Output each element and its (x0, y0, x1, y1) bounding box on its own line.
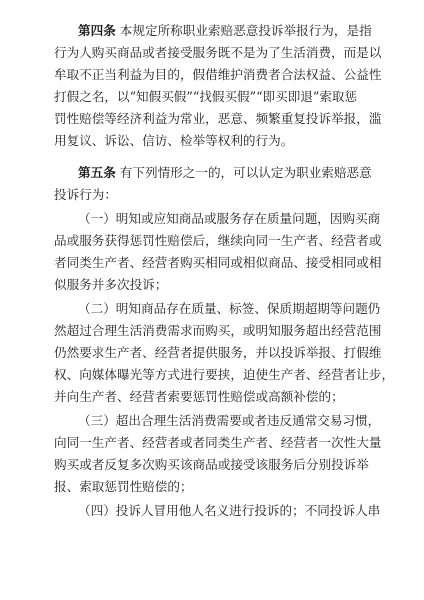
article-4-text-6: 用复议、诉讼、信访、检举等权利的行为。 (54, 133, 294, 148)
item-3-line-1 (0, 410, 424, 432)
item-1-line-4 (0, 274, 424, 296)
item-1-text-2: 品或服务获得惩罚性赔偿后，继续向同一生产者、经营者或 (54, 233, 382, 248)
item-1-line-3 (0, 252, 424, 274)
item-2-text-5: 并向生产者、经营者索要惩罚性赔偿或高额补偿的； (54, 389, 344, 404)
item-3-text-3: 购买或者反复多次购买该商品或接受该服务后分别投诉举 (54, 457, 369, 472)
article-4-text-5: 罚性赔偿等经济利益为常业，恶意、频繁重复投诉举报，滥 (54, 111, 382, 126)
item-2-text-2: 然超过合理生活消费需求而购买，或明知服务超出经营范围 (54, 323, 382, 338)
article-4-line-4 (0, 86, 424, 108)
item-2-text-4: 权、向媒体曝光等方式进行要挟，迫使生产者、经营者让步， (54, 367, 395, 382)
article-5-heading: 第五条 (78, 165, 116, 180)
article-4-heading: 第四条 (78, 23, 116, 38)
item-2-line-4 (0, 364, 424, 386)
item-3-line-2 (0, 432, 424, 454)
item-2-line-3 (0, 342, 424, 364)
article-5-line-2 (0, 184, 424, 206)
article-5-text-2: 投诉行为： (54, 187, 117, 202)
item-3-text-4: 报、索取惩罚性赔偿的； (54, 479, 193, 494)
article-4-line-3 (0, 64, 424, 86)
item-3-line-4 (0, 476, 424, 498)
item-2-line-1 (0, 298, 424, 320)
article-5-text-1: 有下列情形之一的，可以认定为职业索赔恶意 (119, 165, 372, 180)
article-4-line-6 (0, 130, 424, 152)
article-4-text-4: 打假之名，以“知假买假”“找假买假”“即买即退”索取惩 (54, 89, 358, 104)
article-4-text-3: 牟取不正当利益为目的，假借维护消费者合法权益、公益性 (54, 67, 382, 82)
item-2-text-3: 仍然要求生产者、经营者提供服务，并以投诉举报、打假维 (54, 345, 382, 360)
item-4-line-1 (0, 500, 424, 522)
item-1-text-4: 似服务并多次投诉； (54, 277, 168, 292)
item-2-text-1: （二）明知商品存在质量、标签、保质期超期等问题仍 (78, 301, 381, 316)
item-1-line-2 (0, 230, 424, 252)
item-1-line-1 (0, 208, 424, 230)
article-4-text-2: 行为人购买商品或者接受服务既不是为了生活消费，而是以 (54, 45, 382, 60)
item-2-line-5 (0, 386, 424, 408)
item-3-text-2: 向同一生产者、经营者或者同类生产者、经营者一次性大量 (54, 435, 382, 450)
item-1-text-1: （一）明知或应知商品或服务存在质量问题，因购买商 (78, 211, 381, 226)
article-4-line-1 (0, 20, 424, 42)
item-4-text-1: （四）投诉人冒用他人名义进行投诉的；不同投诉人串 (78, 503, 381, 518)
article-4-text-1: 本规定所称职业索赔恶意投诉举报行为，是指 (119, 23, 372, 38)
item-3-line-3 (0, 454, 424, 476)
item-3-text-1: （三）超出合理生活消费需要或者违反通常交易习惯， (78, 413, 381, 428)
article-5-line-1 (0, 162, 424, 184)
article-4-line-2 (0, 42, 424, 64)
item-2-line-2 (0, 320, 424, 342)
item-1-text-3: 者同类生产者、经营者购买相同或相似商品、接受相同或相 (54, 255, 382, 270)
article-4-line-5 (0, 108, 424, 130)
